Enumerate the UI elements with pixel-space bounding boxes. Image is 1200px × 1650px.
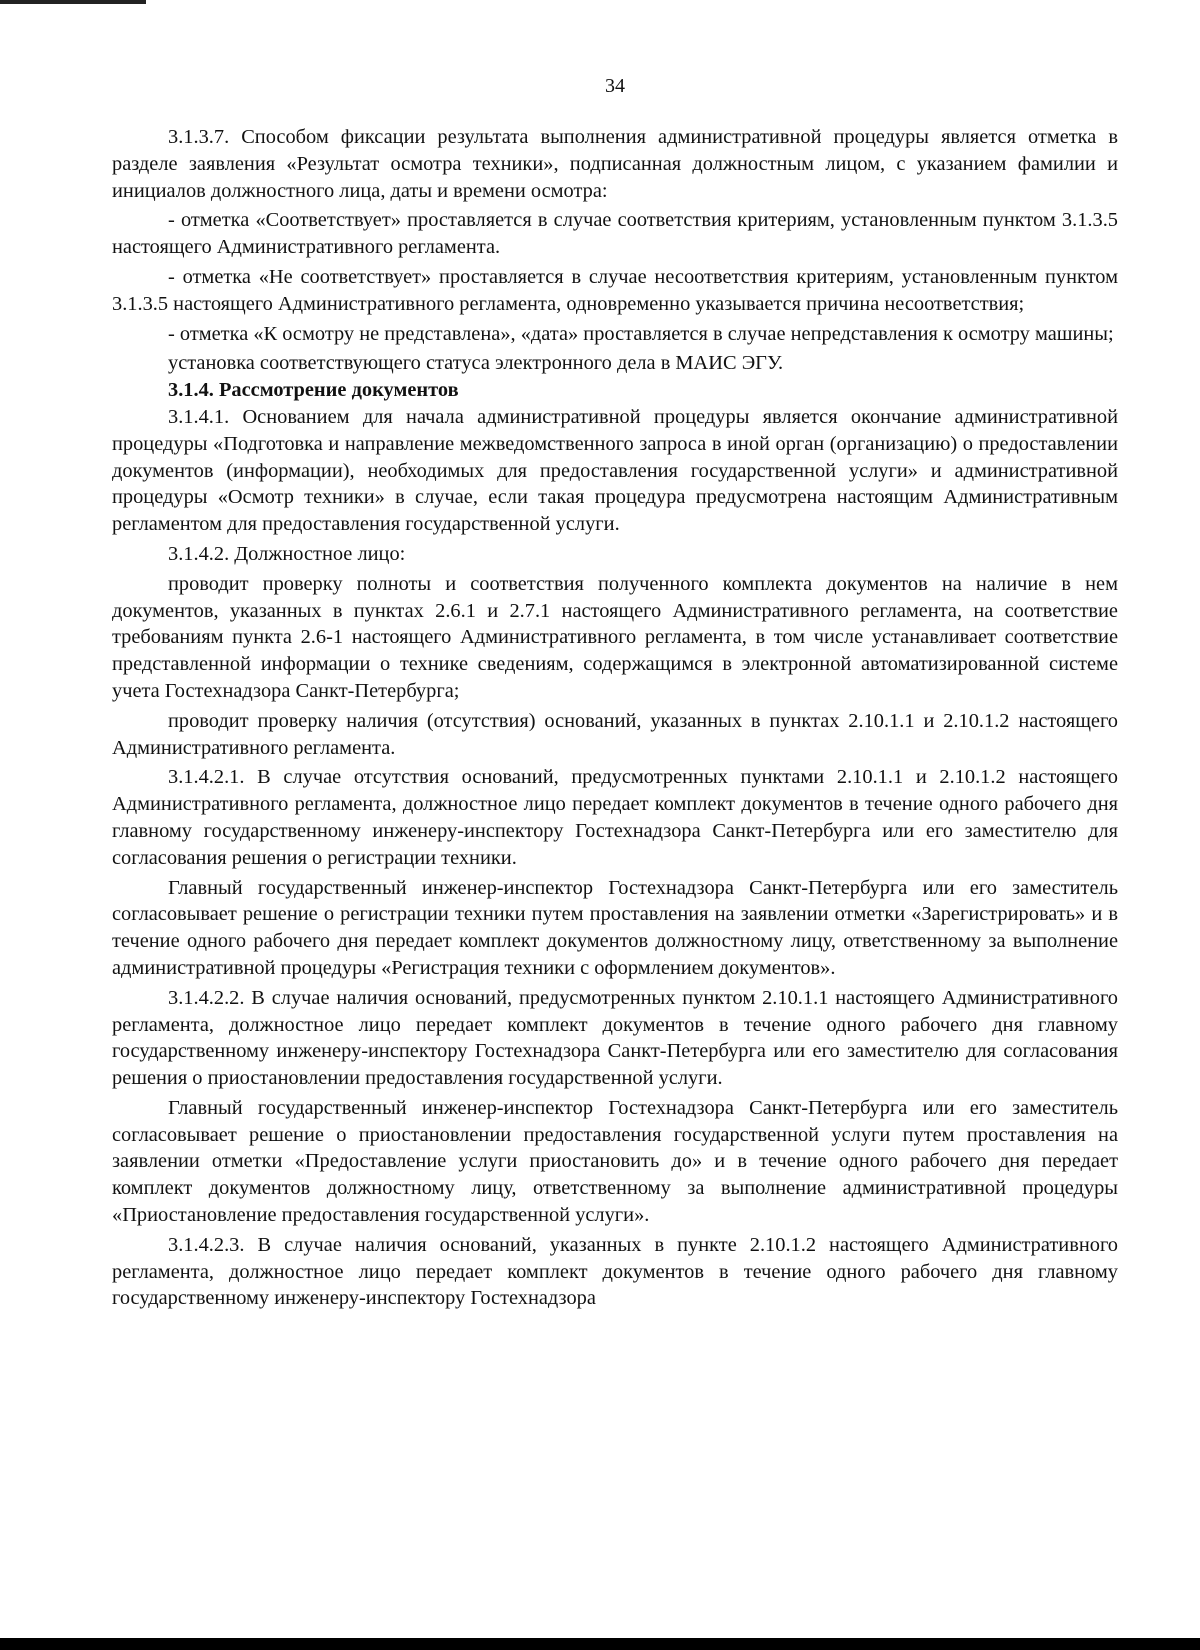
paragraph-3-1-4-2-3: 3.1.4.2.3. В случае наличия оснований, указанных в пункте 2.10.1.2 настоящего Административного регламента, должностное лицо передает комплект документов в течение одного рабочего дня главному государственному инженеру-инспектору Гостехнадзора — [112, 1233, 1118, 1310]
paragraph-grounds-check: проводит проверку наличия (отсутствия) оснований, указанных в пунктах 2.10.1.1 и 2.10.1.2 настоящего Административного регламента. — [112, 709, 1118, 759]
paragraph-registration-approval: Главный государственный инженер-инспектор Гостехнадзора Санкт-Петербурга или его заместитель согласовывает решение о регистрации техники путем проставления на заявлении отметки «Зарегистрировать» и в течение одного рабочего дня передает комплект документов должностному лицу, ответственному за выполнение административной процедуры «Регистрация техники с оформлением документов». — [112, 876, 1118, 979]
page-number: 34 — [605, 75, 625, 97]
paragraph-completeness-check: проводит проверку полноты и соответствия полученного комплекта документов на наличие в нем документов, указанных в пунктах 2.6.1 и 2.7.1 настоящего Административного регламента, на соответствие требованиям пункта 2.6-1 настоящего Административного регламента, в том числе устанавливает соответствие представленной информации о технике сведениям, содержащимся в электронной автоматизированной системе учета Гостехнадзора Санкт-Петербурга; — [112, 572, 1118, 702]
paragraph-suspension-approval: Главный государственный инженер-инспектор Гостехнадзора Санкт-Петербурга или его заместитель согласовывает решение о приостановлении предоставления государственной услуги путем проставления на заявлении отметки «Предоставление услуги приостановить до» и в течение одного рабочего дня передает комплект документов должностному лицу, ответственному за выполнение административной процедуры «Приостановление предоставления государственной услуги». — [112, 1096, 1118, 1227]
paragraph-3-1-3-7: 3.1.3.7. Способом фиксации результата выполнения административной процедуры является отметка в разделе заявления «Результат осмотра техники», подписанная должностным лицом, с указанием фамилии и инициалов должностного лица, даты и времени осмотра: — [112, 126, 1118, 202]
paragraph-3-1-4-1: 3.1.4.1. Основанием для начала административной процедуры является окончание административной процедуры «Подготовка и направление межведомственного запроса в иной орган (организацию) о предоставлении документов (информации), необходимых для предоставления государственной услуги» и административной процедуры «Осмотр техники» в случае, если такая процедура предусмотрена настоящим Административным регламентом для предоставления государственной услуги. — [112, 405, 1118, 536]
paragraph-mark-noncompliant: - отметка «Не соответствует» проставляется в случае несоответствия критериям, установленным пунктом 3.1.3.5 настоящего Административного регламента, одновременно указывается причина несоответствия; — [112, 265, 1118, 315]
document-body — [112, 124, 1118, 1312]
paragraph-3-1-4-2-1: 3.1.4.2.1. В случае отсутствия оснований, предусмотренных пунктами 2.10.1.1 и 2.10.1.2 настоящего Административного регламента, должностное лицо передает комплект документов в течение одного рабочего дня главному государственному инженеру-инспектору Гостехнадзора Санкт-Петербурга или его заместителю для согласования решения о регистрации техники. — [112, 766, 1118, 869]
paragraph-status-setting: установка соответствующего статуса электронного дела в МАИС ЭГУ. — [168, 352, 784, 375]
paragraph-3-1-4-2: 3.1.4.2. Должностное лицо: — [168, 542, 406, 565]
section-heading-3-1-4: 3.1.4. Рассмотрение документов — [168, 379, 459, 402]
scan-edge-mark — [0, 0, 146, 4]
paragraph-mark-compliant: - отметка «Соответствует» проставляется в случае соответствия критериям, установленным пунктом 3.1.3.5 настоящего Административного регламента. — [112, 209, 1118, 259]
scan-bottom-border — [0, 1638, 1200, 1650]
paragraph-3-1-4-2-2: 3.1.4.2.2. В случае наличия оснований, предусмотренных пунктом 2.10.1.1 настоящего Административного регламента, должностное лицо передает комплект документов в течение одного рабочего дня главному государственному инженеру-инспектору Гостехнадзора Санкт-Петербурга или его заместителю для согласования решения о приостановлении предоставления государственной услуги. — [112, 986, 1118, 1090]
paragraph-mark-not-presented: - отметка «К осмотру не представлена», «дата» проставляется в случае непредставления к осмотру машины; — [168, 322, 1114, 345]
